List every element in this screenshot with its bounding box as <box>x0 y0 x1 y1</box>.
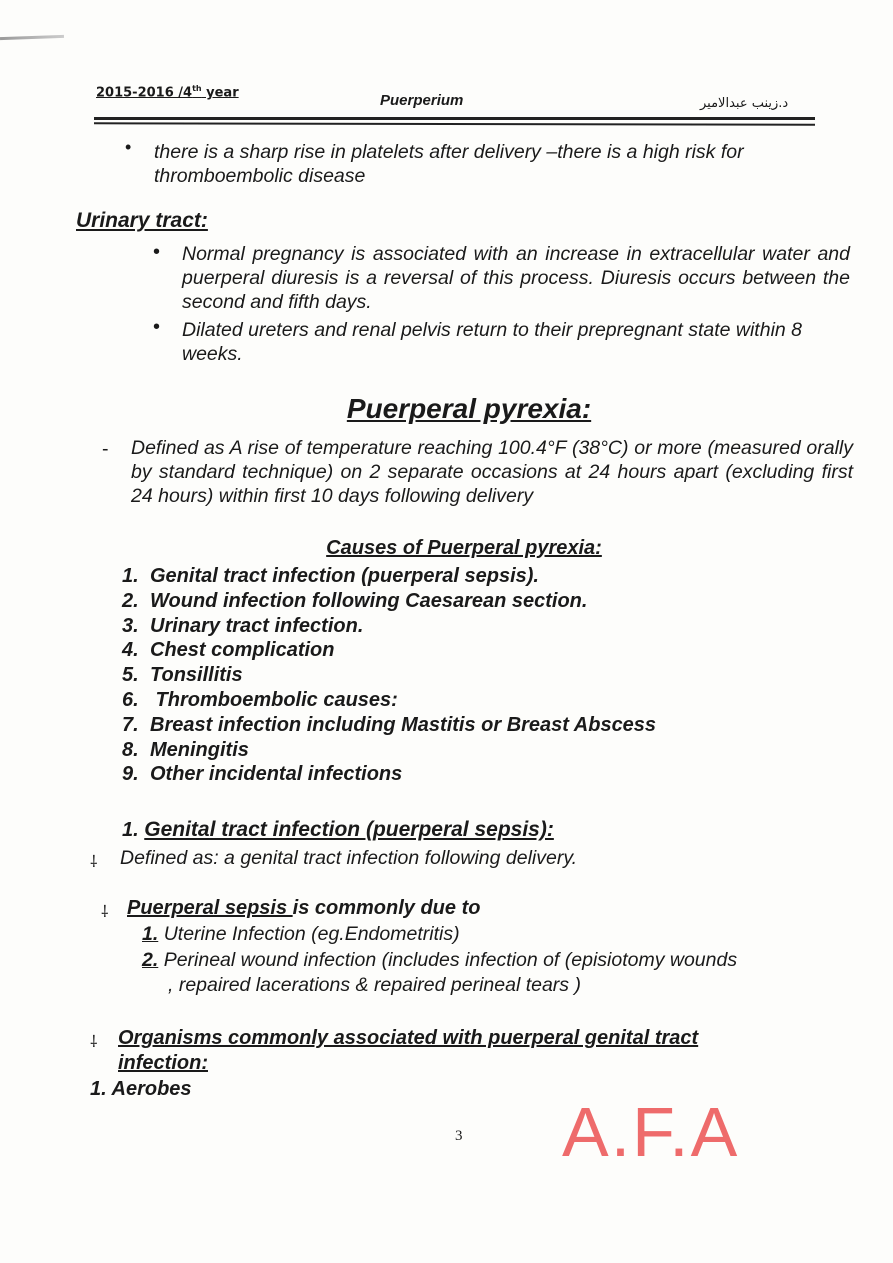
list-item: 1. Genital tract infection (puerperal sepsis). <box>122 565 539 587</box>
list-item: 9. Other incidental infections <box>122 763 403 786</box>
organisms-heading: Organisms commonly associated with puerperal genital tract infection: <box>118 1027 699 1074</box>
pyrexia-heading: Puerperal pyrexia: <box>346 393 592 424</box>
bullet-dot-icon: • <box>125 137 132 157</box>
down-arrow-bullet-icon: ⸸ <box>101 904 109 921</box>
causes-list <box>122 564 656 787</box>
header-author: د.زينب عبدالامير <box>700 96 789 111</box>
header-year: 2015-2016 /4th year <box>96 84 239 101</box>
bullet-dot-icon: • <box>153 241 161 263</box>
urinary-bullet-1: Normal pregnancy is associated with an increase in extracellular water and puerperal diuresis is a reversal of this process. Diuresis occurs between the second and fifth days. <box>182 243 850 313</box>
list-item: 8. Meningitis <box>122 738 249 761</box>
aerobes-item: 1. Aerobes <box>90 1078 192 1100</box>
header-rule-secondary <box>94 122 815 126</box>
down-arrow-bullet-icon: ⸸ <box>90 854 98 871</box>
sepsis-line: Puerperal sepsis is commonly due to <box>127 897 481 919</box>
intro-bullet-text: there is a sharp rise in platelets after delivery –there is a high risk for thromboembolic disease <box>154 141 744 187</box>
sepsis-sub-item-2-cont: , repaired lacerations & repaired perineal tears ) <box>168 974 581 996</box>
watermark: A.F.A <box>562 1093 740 1171</box>
pyrexia-definition: Defined as A rise of temperature reaching 100.4°F (38°C) or more (measured orally by standard technique) on 2 separate occasions at 24 hours apart (excluding first 24 hours) within first 10 days following delivery <box>131 437 853 507</box>
scan-mark <box>0 35 64 40</box>
list-item: 7. Breast infection including Mastitis or Breast Abscess <box>122 713 657 736</box>
header-title: Puerperium <box>380 92 464 109</box>
urinary-bullet-2: Dilated ureters and renal pelvis return to their prepregnant state within 8 weeks. <box>182 319 803 365</box>
list-item: 3. Urinary tract infection. <box>122 614 364 637</box>
sepsis-sub-item-2: 2. Perineal wound infection (includes infection of (episiotomy wounds <box>142 949 738 971</box>
list-item: 4. Chest complication <box>122 639 335 662</box>
down-arrow-bullet-icon: ⸸ <box>90 1034 98 1051</box>
genital-heading: 1. Genital tract infection (puerperal sepsis): <box>122 818 554 841</box>
list-item: 2. Wound infection following Caesarean section. <box>122 589 588 612</box>
bullet-dot-icon: • <box>153 316 161 338</box>
dash-marker: - <box>102 438 109 460</box>
causes-heading: Causes of Puerperal pyrexia: <box>326 537 602 559</box>
header-rule <box>94 117 815 120</box>
page-number: 3 <box>455 1128 463 1144</box>
list-item: 6. Thromboembolic causes: <box>122 688 398 711</box>
list-item: 5. Tonsillitis <box>122 664 243 687</box>
sepsis-sub-item-1: 1. Uterine Infection (eg.Endometritis) <box>142 923 460 945</box>
urinary-heading: Urinary tract: <box>76 209 208 232</box>
genital-definition: Defined as: a genital tract infection following delivery. <box>120 847 578 869</box>
